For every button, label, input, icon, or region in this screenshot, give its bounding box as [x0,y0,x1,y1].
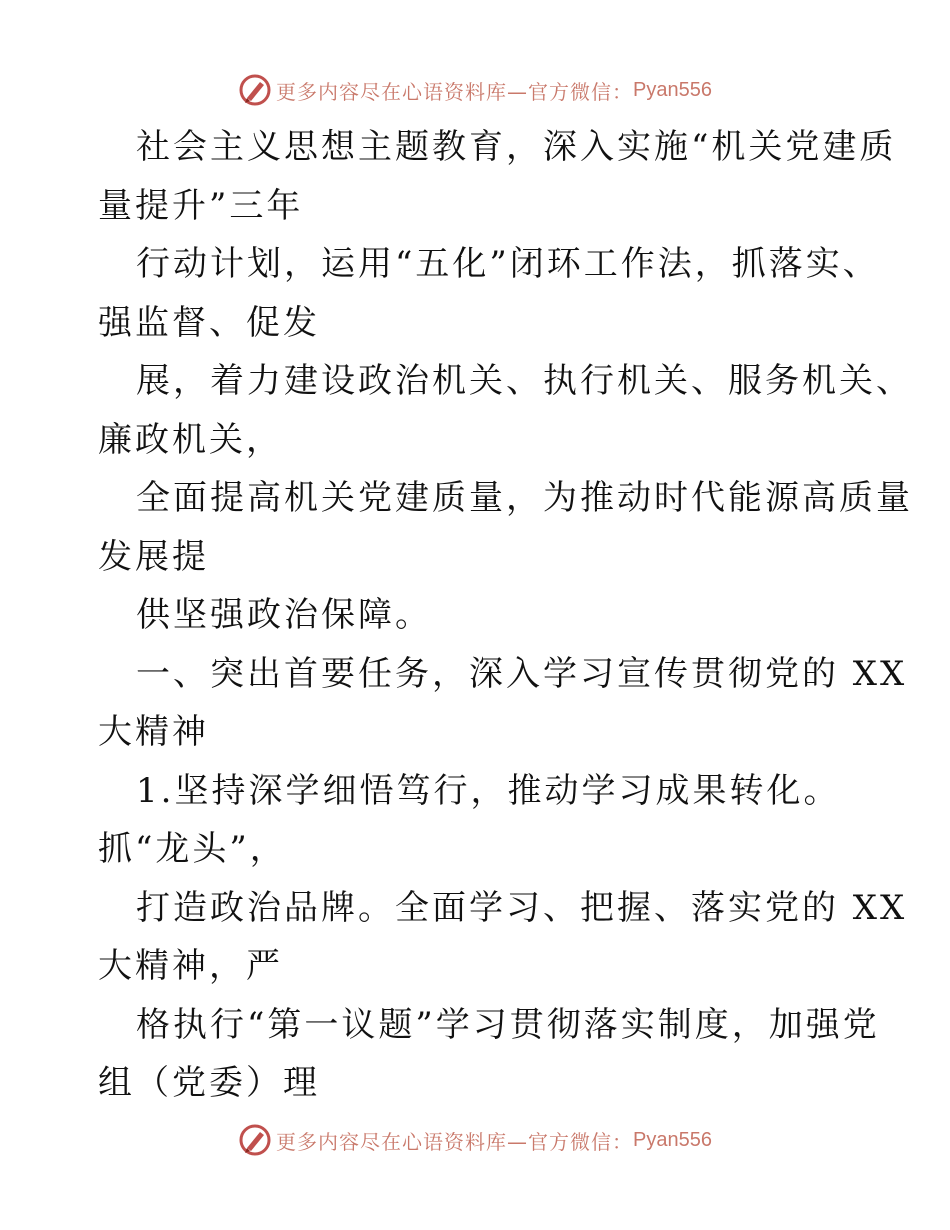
paragraph-line: 一、突出首要任务，深入学习宣传贯彻党的 XX [136,653,908,694]
subsection-heading [98,762,858,879]
paragraph-line: 大精神 [98,712,209,752]
paragraph-line: 供坚强政治保障。 [136,595,432,635]
paragraph-line: 组（党委）理 [98,1063,320,1103]
paragraph [98,586,858,645]
document-body [98,118,913,1113]
watermark-text: 更多内容尽在心语资料库—官方微信： [276,1129,634,1154]
header-watermark [0,68,950,112]
paragraph-line: 全面提高机关党建质量，为推动时代能源高质量 [136,478,913,518]
paragraph-line: 发展提 [98,536,209,577]
paragraph-line: 打造政治品牌。全面学习、把握、落实党的 XX [136,887,908,928]
pen-logo-icon [238,1123,272,1157]
paragraph [98,118,897,235]
paragraph-line: 1.坚持深学细悟笃行，推动学习成果转化。 [136,770,841,811]
paragraph [98,235,880,352]
paragraph-line: 社会主义思想主题教育，深入实施“机关党建质 [136,127,897,167]
paragraph-line: 抓“龙头”， [98,829,287,869]
pen-logo-icon [238,73,272,107]
paragraph-line: 强监督、促发 [98,302,320,343]
watermark-id: Pyan556 [633,1128,712,1151]
paragraph [98,996,880,1113]
paragraph [98,352,913,469]
paragraph [98,879,908,996]
section-heading [98,645,908,762]
paragraph-line: 廉政机关， [98,419,283,460]
paragraph-line: 量提升”三年 [98,185,304,226]
paragraph-line: 行动计划，运用“五化”闭环工作法，抓落实、 [136,244,880,284]
watermark-id: Pyan556 [633,78,712,101]
footer-watermark [0,1118,950,1162]
watermark-text: 更多内容尽在心语资料库—官方微信： [276,79,634,104]
paragraph-line: 格执行“第一议题”学习贯彻落实制度，加强党 [136,1004,880,1045]
paragraph-line: 展，着力建设政治机关、执行机关、服务机关、 [136,361,913,401]
paragraph [98,469,913,586]
paragraph-line: 大精神，严 [98,946,283,986]
